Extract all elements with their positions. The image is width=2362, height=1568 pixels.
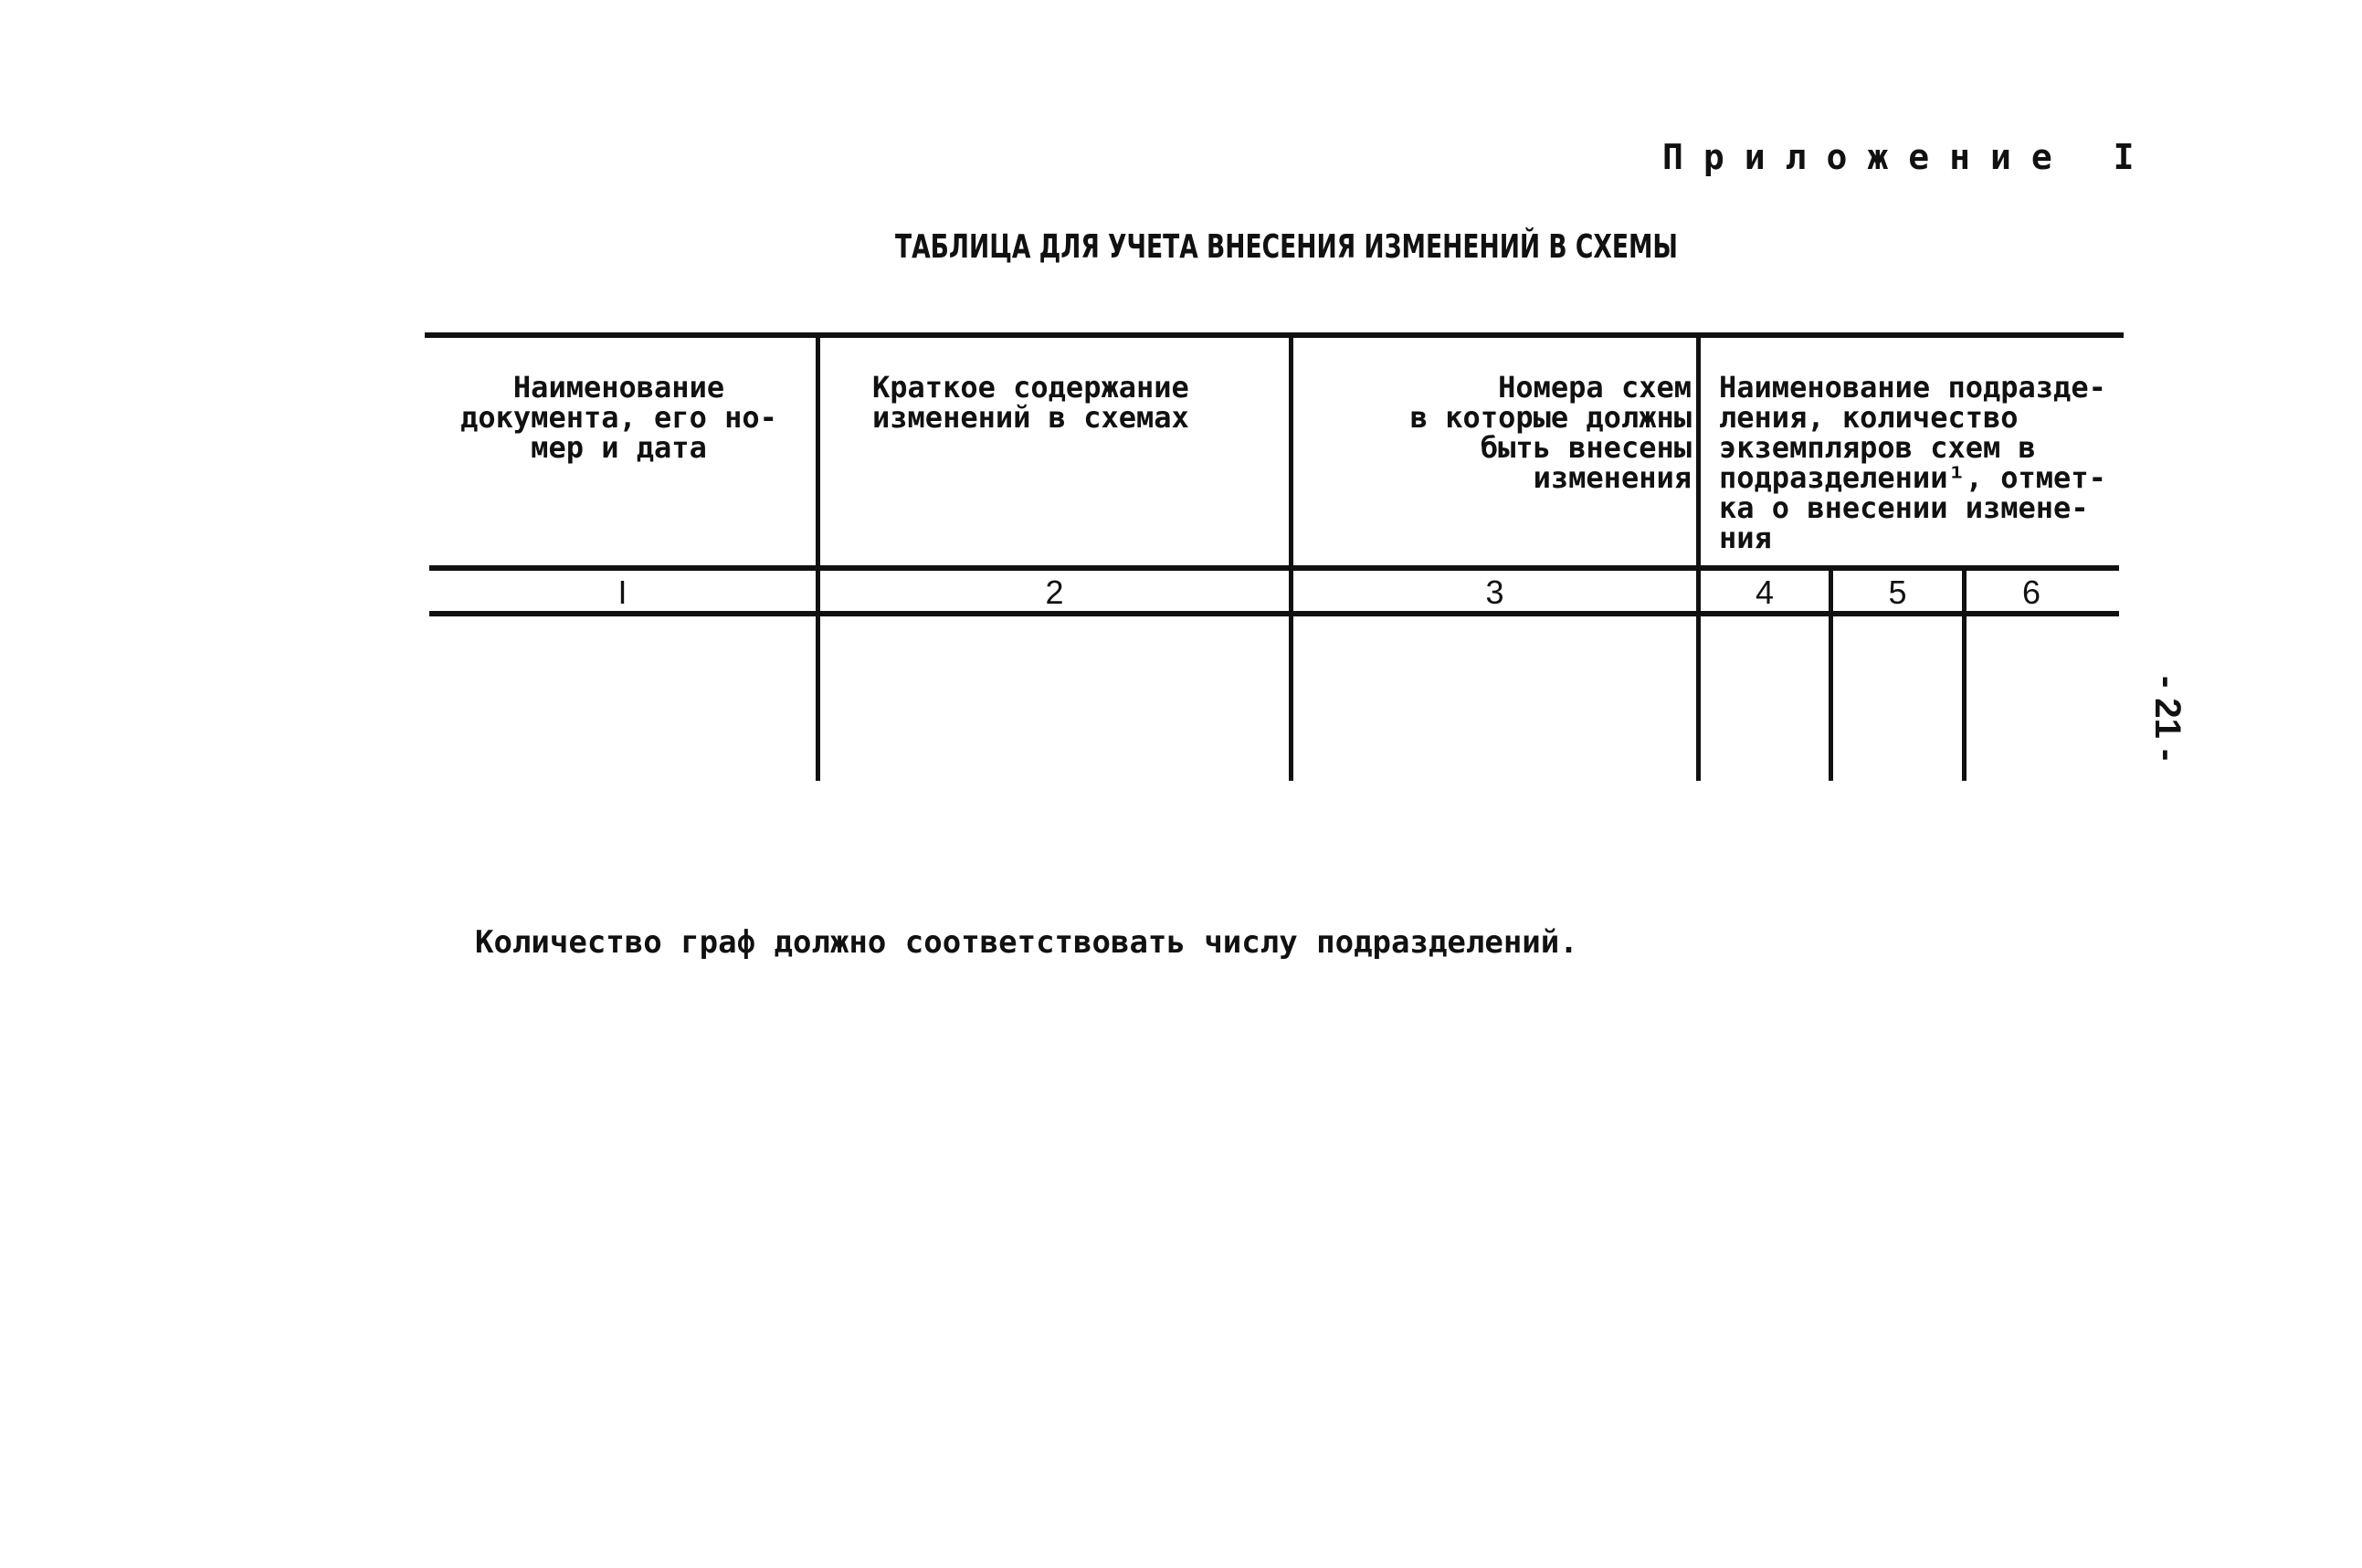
appendix-label: Приложение I: [1662, 137, 2155, 177]
header-bottom-rule: [429, 565, 2119, 571]
page-number: [2147, 676, 2215, 785]
column-divider-3-4: [1696, 338, 1701, 781]
column-divider-2-3: [1289, 338, 1293, 781]
header-scheme-numbers: Номера схем в которые должны быть внесены изменения: [1409, 370, 1692, 495]
column-number-6: 6: [2021, 574, 2041, 611]
header-department: Наименование подразде- ления, количество экземпляров схем в подразделении¹, отмет- ка о внесении измене- ния: [1719, 370, 2106, 555]
header-change-summary: Краткое содержание изменений в схемах: [872, 370, 1189, 435]
table-title: ТАБЛИЦА ДЛЯ УЧЕТА ВНЕСЕНИЯ ИЗМЕНЕНИЙ В СХЕМЫ: [895, 228, 1678, 266]
column-number-2: 2: [1045, 574, 1064, 611]
column-number-5: 5: [1888, 574, 1907, 611]
footnote: Количество граф должно соответствовать числу подразделений.: [475, 924, 1578, 961]
page-number-text: - 21 -: [2147, 676, 2188, 762]
column-number-1: I: [617, 574, 627, 611]
column-number-4: 4: [1755, 574, 1775, 611]
column-divider-1-2: [816, 338, 820, 781]
table-top-rule: [425, 332, 2124, 338]
header-document-name: Наименование документа, его но- мер и дата: [460, 370, 777, 465]
column-number-3: 3: [1485, 574, 1504, 611]
